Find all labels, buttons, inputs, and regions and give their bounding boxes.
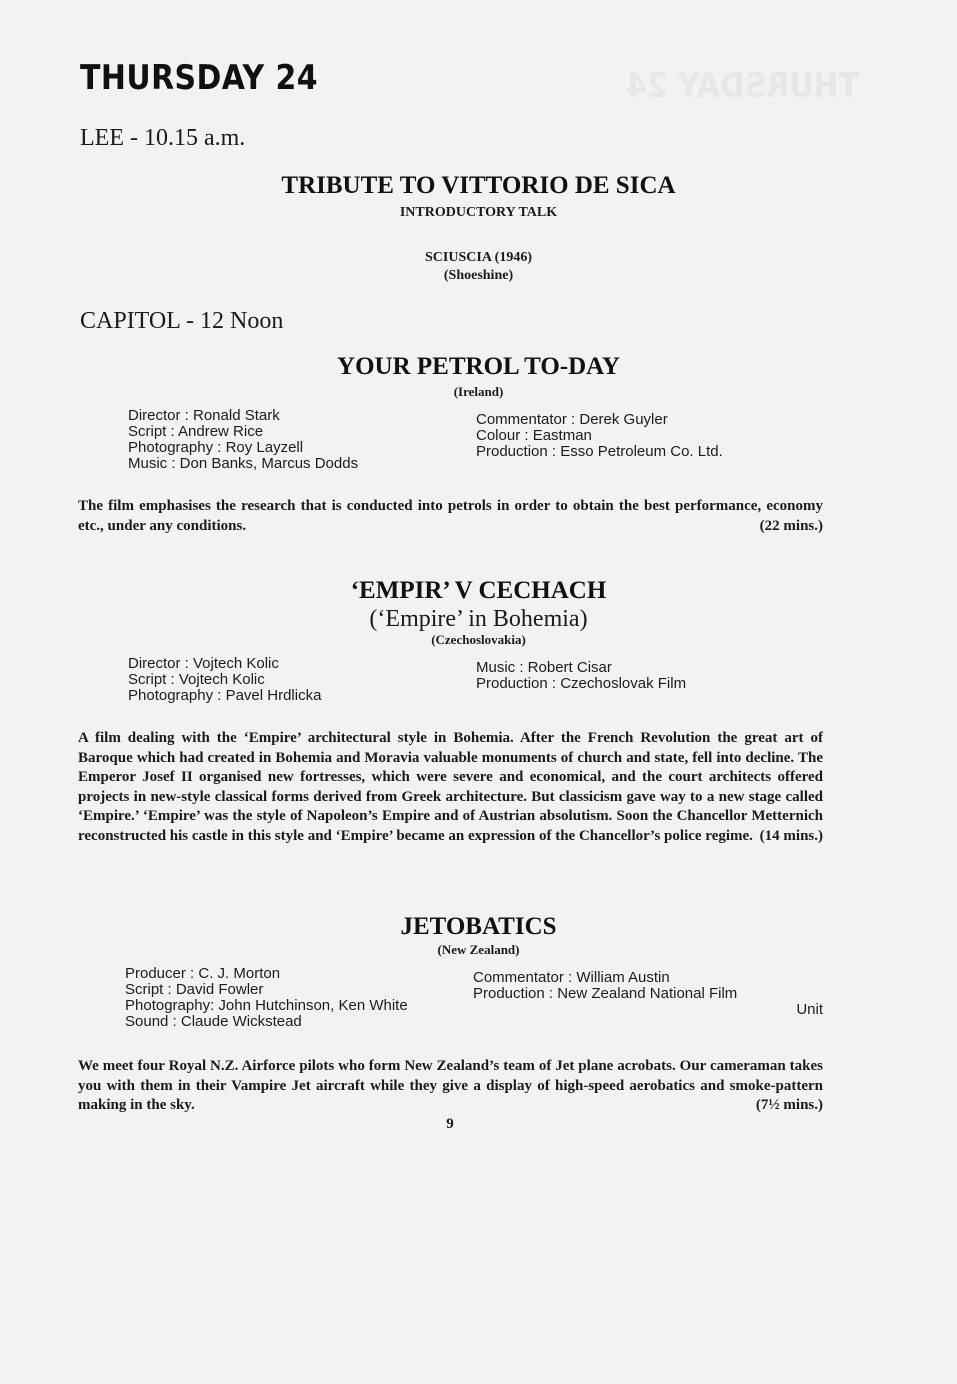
credit-line: Producer : C. J. Morton [125, 965, 281, 982]
film-subtitle: (‘Empire’ in Bohemia) [369, 606, 588, 632]
credits-right [476, 660, 686, 692]
description-text: The film emphasises the research that is conducted into petrols in order to obtain the best performance, economy etc., under any conditions. [78, 498, 823, 534]
description-text: A film dealing with the ‘Empire’ architectural style in Bohemia. After the French Revolution the great art of Baroque which had created in Bohemia and Moravia valuable monuments of church and state, fell into decline. The Emperor Josef II organised new fortresses, which were severe and economical, and the court architects offered projects in new-style classical forms derived from Greek architecture. But classicism gave way to a new stage called ‘Empire.’ ‘Empire’ was the style of Napoleon’s Empire and of Austrian absolutism. Soon the Chancellor Metternich reconstructed his castle in this style and ‘Empire’ became an expression of the Chancellor’s police regime. [78, 730, 823, 844]
credit-line: Unit [796, 1001, 823, 1018]
credit-line: Production : Czechoslovak Film [476, 675, 687, 692]
film-alt-title-shoeshine: (Shoeshine) [443, 268, 514, 283]
film-country: (Czechoslovakia) [431, 632, 526, 647]
film-duration: (22 mins.) [759, 517, 823, 534]
film-description [78, 729, 823, 846]
film-description [78, 1057, 823, 1116]
credit-line: Script : Andrew Rice [128, 423, 264, 440]
film-duration: (14 mins.) [759, 827, 823, 844]
credit-line: Music : Don Banks, Marcus Dodds [128, 455, 359, 472]
credit-line: Photography : Pavel Hrdlicka [128, 687, 322, 704]
credits-right [476, 412, 723, 460]
credit-line: Director : Ronald Stark [128, 407, 280, 424]
credits-left [128, 656, 321, 704]
credit-line: Photography: John Hutchinson, Ken White [125, 997, 408, 1014]
credits-left [125, 966, 408, 1030]
program-title: TRIBUTE TO VITTORIO DE SICA [281, 172, 676, 199]
credit-line: Commentator : Derek Guyler [476, 411, 668, 428]
description-text: We meet four Royal N.Z. Airforce pilots who form New Zealand’s team of Jet plane acrobats. Our cameraman takes you with them in their Vampire Jet aircraft while they give a display of high-speed aerobatics and smoke-pattern making in the sky. [78, 1058, 823, 1113]
film-description [78, 497, 823, 536]
film-country: (New Zealand) [437, 942, 520, 957]
credit-line: Director : Vojtech Kolic [128, 655, 279, 672]
credit-line: Commentator : William Austin [473, 969, 670, 986]
credit-line: Sound : Claude Wickstead [125, 1013, 302, 1030]
film-title: YOUR PETROL TO-DAY [337, 353, 620, 380]
film-duration: (7½ mins.) [755, 1097, 823, 1113]
credit-line: Production : New Zealand National Film [473, 985, 738, 1002]
day-heading: THURSDAY 24 [80, 58, 319, 98]
venue-time-capitol: CAPITOL - 12 Noon [80, 308, 284, 334]
credits-right [473, 970, 823, 1018]
film-title: JETOBATICS [400, 913, 557, 940]
film-title-sciuscia: SCIUSCIA (1946) [425, 250, 532, 265]
credit-line: Production : Esso Petroleum Co. Ltd. [476, 443, 723, 460]
credit-line: Script : Vojtech Kolic [128, 671, 265, 688]
program-subtitle: INTRODUCTORY TALK [399, 205, 558, 220]
venue-time-lee: LEE - 10.15 a.m. [80, 125, 246, 151]
credits-left [128, 408, 358, 472]
credit-line: Colour : Eastman [476, 427, 592, 444]
film-title: ‘EMPIR’ V CECHACH [350, 577, 607, 604]
page-number: 9 [446, 1116, 454, 1132]
credit-line: Photography : Roy Layzell [128, 439, 304, 456]
credit-line: Music : Robert Cisar [476, 659, 612, 676]
film-country: (Ireland) [453, 384, 504, 399]
credit-line: Script : David Fowler [125, 981, 264, 998]
show-through-text: THURSDAY 24 [625, 66, 860, 106]
